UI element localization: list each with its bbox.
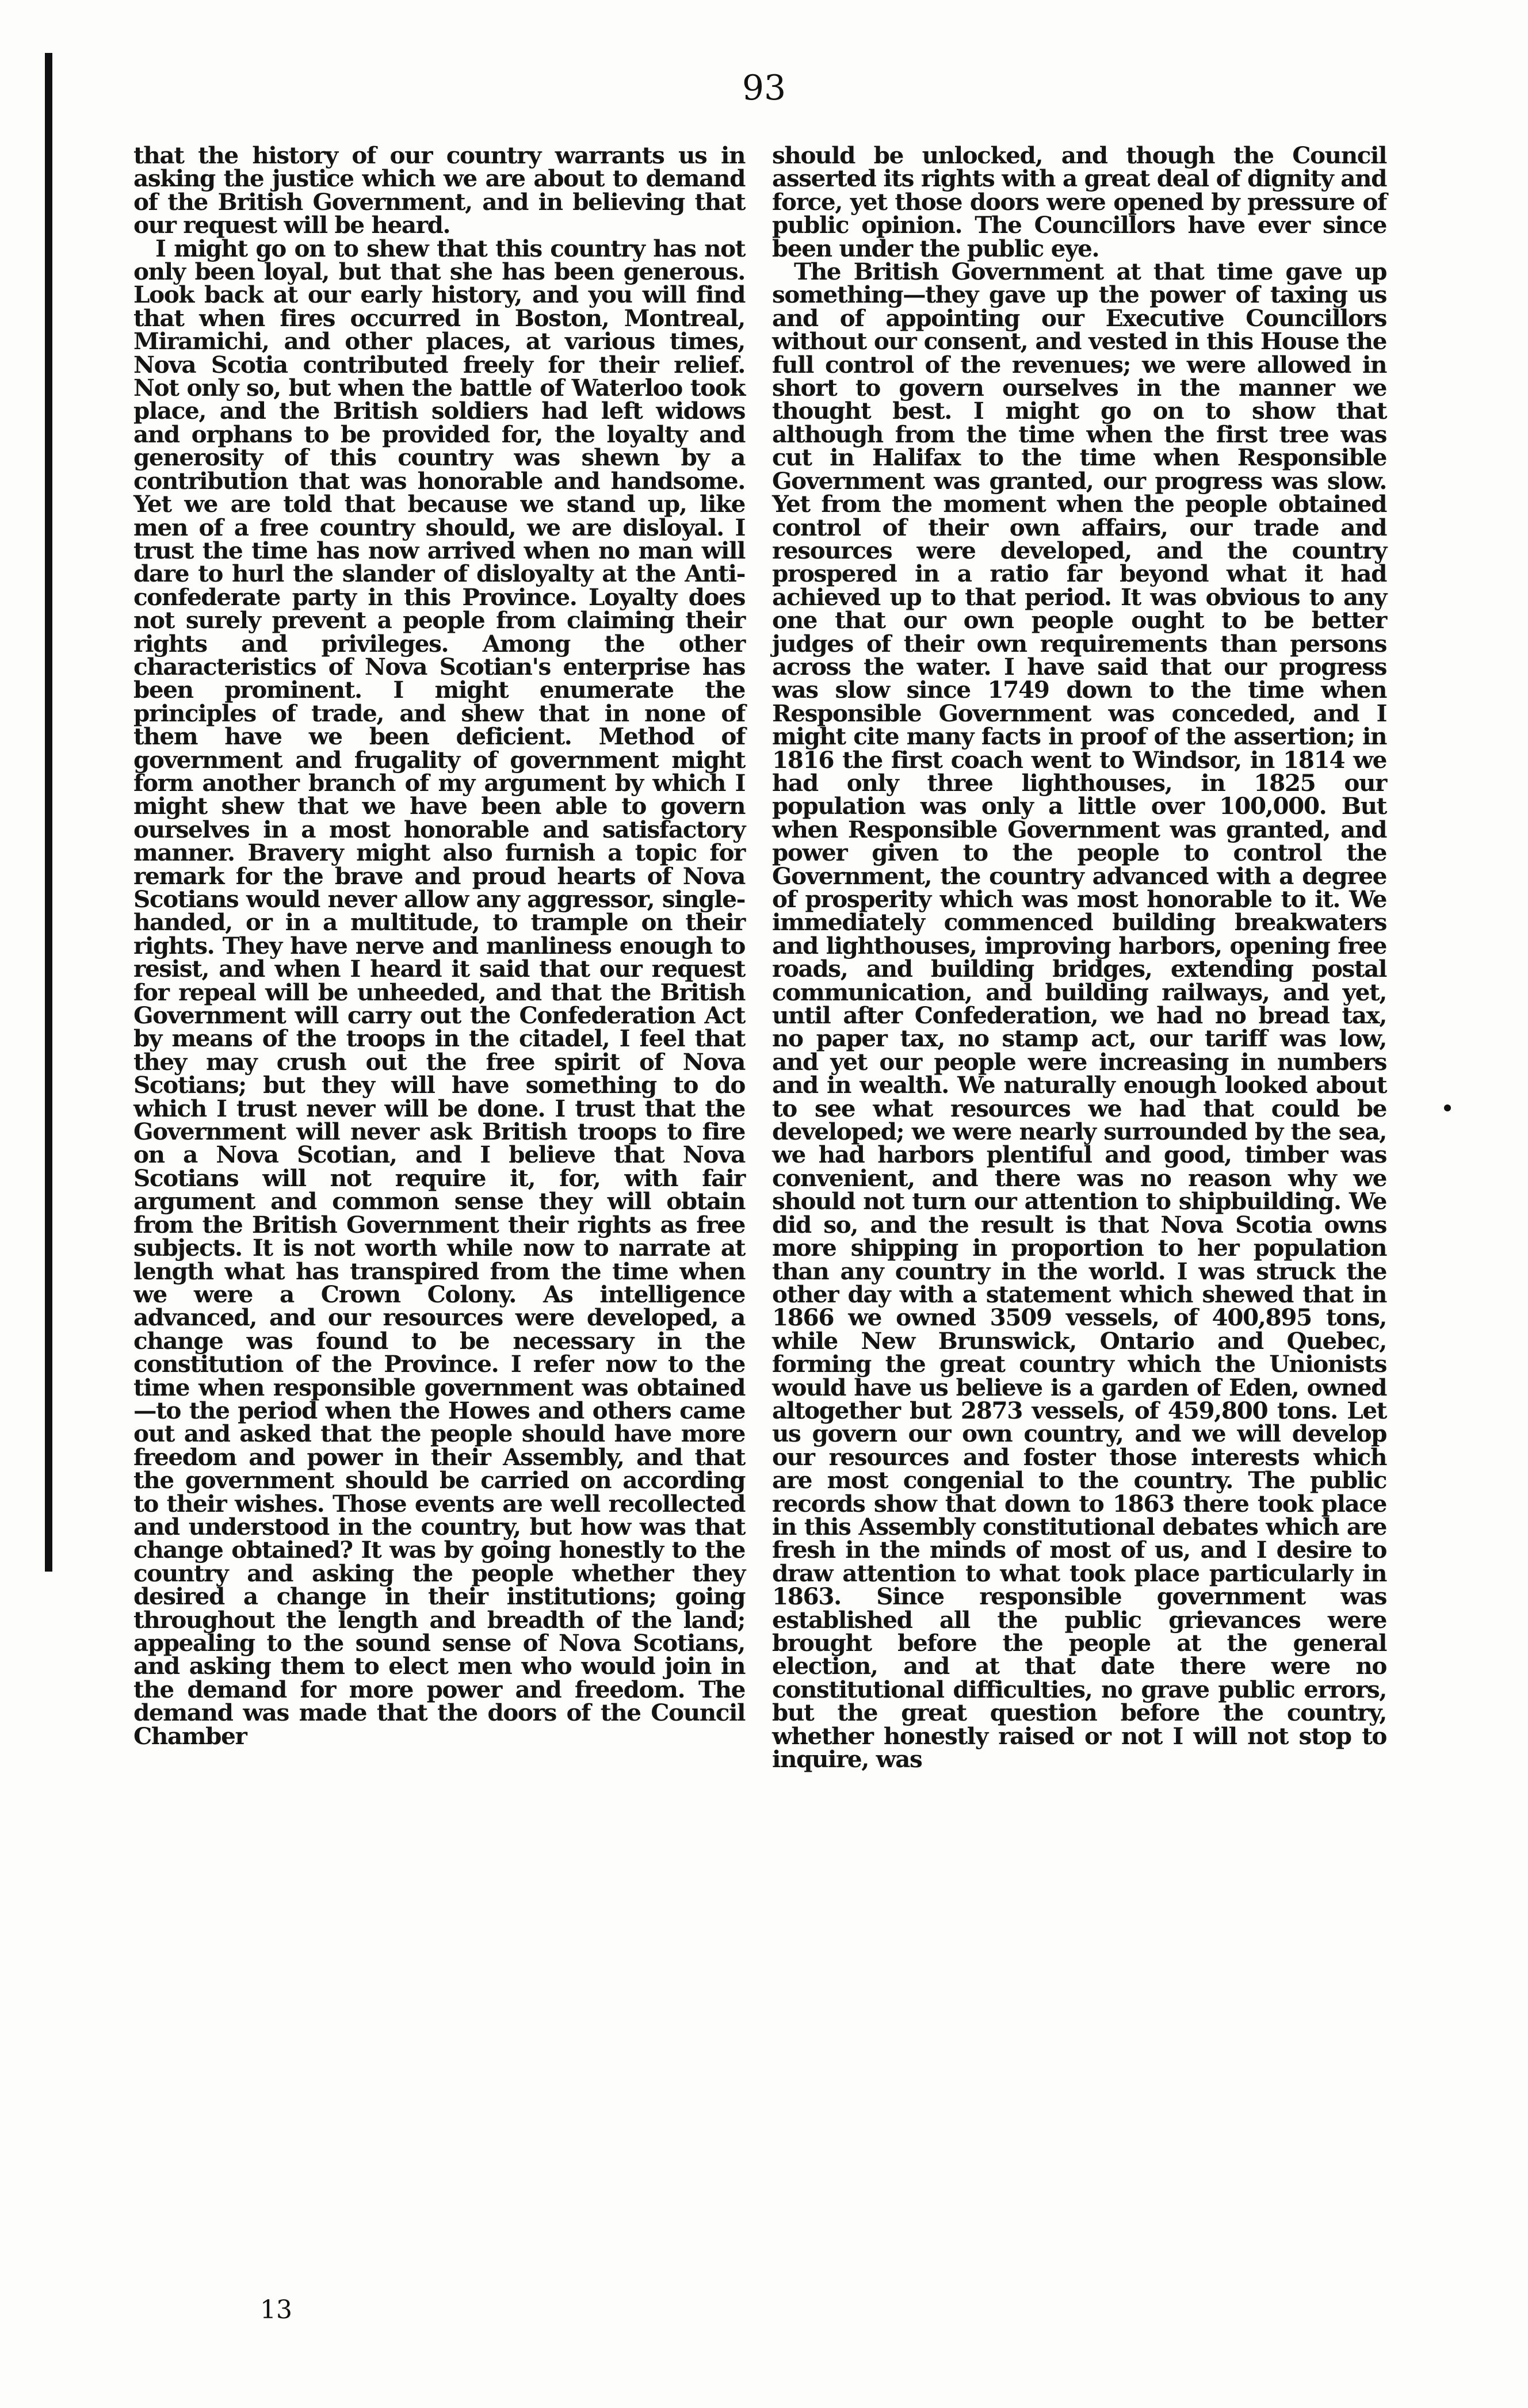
right-paragraph-2: The British Government at that time gave up something—they gave up the power of taxing us and of appointing our Executive Councillors without our consent, and vested in this House the full control of the revenues; we were allowed in short to govern ourselves in the manner we thought best. I might go on to show that although from the time when the first tree was cut in Halifax to the time when Responsible Government was granted, our progress was slow. Yet from the moment when the people obtained control of their own affairs, our trade and resources were developed, and the country prospered in a ratio far beyond what it had achieved up to that period. It was obvious to any one that our own people ought to be better judges of their own requirements than persons across the water. I have said that our progress was slow since 1749 down to the time when Responsible Government was conceded, and I might cite many facts in proof of the assertion; in 1816 the first coach went to Windsor, in 1814 we had only three lighthouses, in 1825 our population was only a little over 100,000. But when Responsible Government was granted, and power given to the people to control the Government, the country advanced with a degree of prosperity which was most honorable to it. We immediately commenced building breakwaters and lighthouses, improving harbors, opening free roads, and building bridges, extending postal communication, and building railways, and yet, until after Confederation, we had no bread tax, no paper tax, no stamp act, our tariff was low, and yet our people were increasing in numbers and in wealth. We naturally enough looked about to see what resources we had that could be developed; we were nearly surrounded by the sea, we had harbors plentiful and good, timber was convenient, and there was no reason why we should not turn our attention to shipbuilding. We did so, and the result is that Nova Scotia owns more shipping in proportion to her population than any country in the world. I was struck the other day with a statement which shewed that in 1866 we owned 3509 vessels, of 400,895 tons, while New Brunswick, Ontario and Quebec, forming the great country which the Unionists would have us believe is a garden of Eden, owned altogether but 2873 vessels, of 459,800 tons. Let us govern our own country, and we will develop our resources and foster those interests which are most congenial to the country. The public records show that down to 1863 there took place in this Assembly constitutional debates which are fresh in the minds of most of us, and I desire to draw attention to what took place particularly in 1863. Since responsible government was established all the public grievances were brought before the people at the general election, and at that date there were no constitutional difficulties, no grave public errors, but the great question before the country, whether honestly raised or not I will not stop to inquire, was [772, 258, 1386, 1773]
left-paragraph-2: I might go on to shew that this country has not only been loyal, but that she has been generous. Look back at our early history, and you will find that when fires occurred in Boston, Montreal, Miramichi, and other places, at various times, Nova Scotia contributed freely for their relief. Not only so, but when the battle of Waterloo took place, and the British soldiers had left widows and orphans to be provided for, the loyalty and generosity of this country was shewn by a contribution that was honorable and handsome. Yet we are told that because we stand up, like men of a free country should, we are disloyal. I trust the time has now arrived when no man will dare to hurl the slander of disloyalty at the Anti-confederate party in this Province. Loyalty does not surely prevent a people from claiming their rights and privileges. Among the other characteristics of Nova Scotian's enterprise has been prominent. I might enumerate the principles of trade, and shew that in none of them have we been deficient. Method of government and frugality of government might form another branch of my argument by which I might shew that we have been able to govern ourselves in a most honorable and satisfactory manner. Bravery might also furnish a topic for remark for the brave and proud hearts of Nova Scotians would never allow any aggressor, single-handed, or in a multitude, to trample on their rights. They have nerve and manliness enough to resist, and when I heard it said that our request for repeal will be unheeded, and that the British Government will carry out the Confederation Act by means of the troops in the citadel, I feel that they may crush out the free spirit of Nova Scotians; but they will have something to do which I trust never will be done. I trust that the Government will never ask British troops to fire on a Nova Scotian, and I believe that Nova Scotians will not require it, for, with fair argument and common sense they will obtain from the British Government their rights as free subjects. It is not worth while now to narrate at length what has transpired from the time when we were a Crown Colony. As intelligence advanced, and our resources were developed, a change was found to be necessary in the constitution of the Province. I refer now to the time when responsible government was obtained—to the period when the Howes and others came out and asked that the people should have more freedom and power in their Assembly, and that the government should be carried on according to their wishes. Those events are well recollected and understood in the country, but how was that change obtained? It was by going honestly to the country and asking the people whether they desired a change in their institutions; going throughout the length and breadth of the land; appealing to the sound sense of Nova Scotians, and asking them to elect men who would join in the demand for more power and freedom. The demand was made that the doors of the Council Chamber [133, 234, 745, 1750]
margin-rule [45, 53, 52, 1572]
right-paragraph-1: should be unlocked, and though the Council asserted its rights with a great deal of dignity and force, yet those doors were opened by pressure of public opinion. The Councillors have ever since been under the public eye. [772, 142, 1386, 262]
signature-mark: 13 [260, 2295, 292, 2325]
left-paragraph-1: that the history of our country warrants us in asking the justice which we are about to demand of the British Government, and in believing that our request will be heard. [133, 142, 745, 239]
ink-speck [1444, 1104, 1451, 1111]
right-column [772, 144, 1386, 1771]
page-number: 93 [742, 68, 786, 108]
left-column [133, 144, 745, 1748]
